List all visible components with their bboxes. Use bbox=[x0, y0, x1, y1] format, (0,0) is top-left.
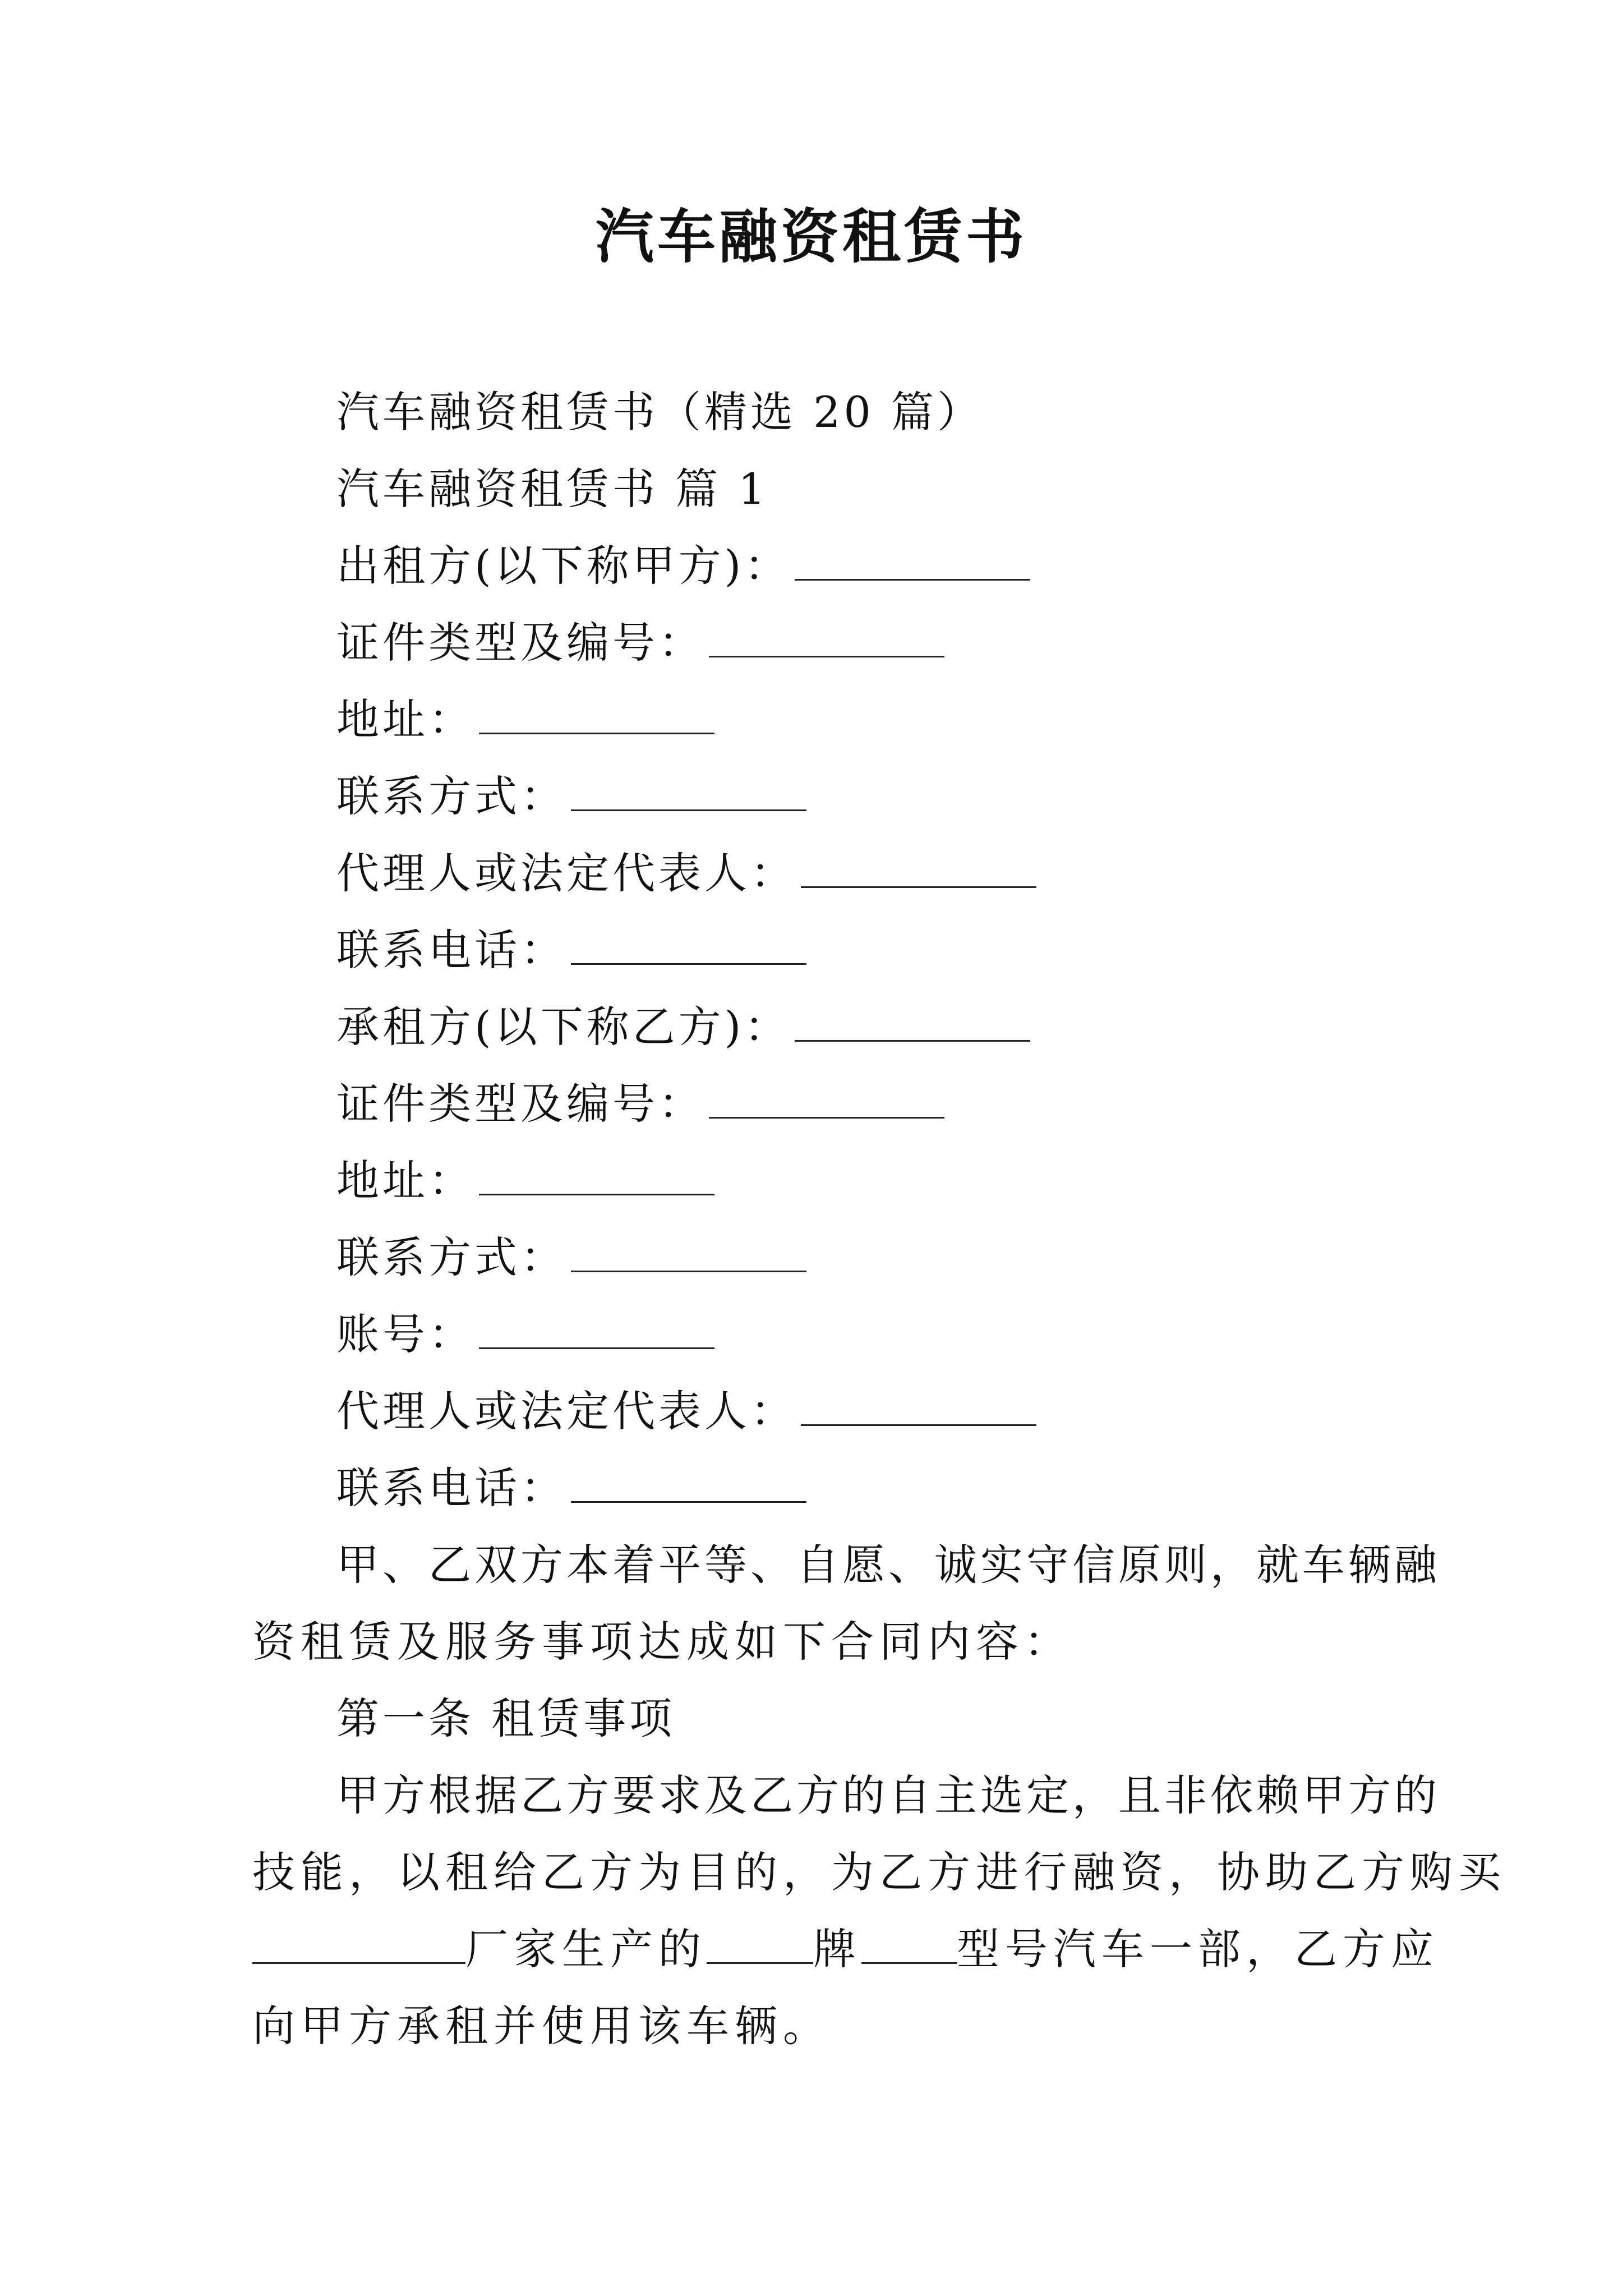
fill-blank bbox=[707, 1923, 813, 1964]
document-subtitle bbox=[336, 384, 983, 440]
article1-line2 bbox=[252, 1844, 1506, 1901]
field-lessee-account bbox=[336, 1306, 714, 1363]
field-label: 联系方式： bbox=[336, 771, 566, 821]
field-label: 地址： bbox=[336, 694, 474, 744]
paragraph-text: 甲方根据乙方要求及乙方的自主选定，且非依赖甲方的 bbox=[336, 1770, 1440, 1820]
intro-paragraph-line2 bbox=[252, 1614, 1072, 1670]
field-label: 承租方(以下称乙方)： bbox=[336, 1002, 791, 1052]
paragraph-text: 向甲方承租并使用该车辆。 bbox=[252, 2001, 831, 2051]
fill-blank bbox=[861, 1923, 957, 1964]
field-label: 出租方(以下称甲方)： bbox=[336, 541, 791, 591]
field-label: 联系电话： bbox=[336, 1463, 566, 1513]
field-label: 证件类型及编号： bbox=[336, 1079, 704, 1129]
article-heading-text: 第一条 租赁事项 bbox=[336, 1694, 676, 1743]
field-lessee-id bbox=[336, 1076, 944, 1132]
field-lessor-address bbox=[336, 692, 714, 748]
fill-blank bbox=[795, 1001, 1030, 1042]
field-lessor-contact bbox=[336, 769, 806, 825]
field-label: 联系电话： bbox=[336, 925, 566, 975]
article1-line1 bbox=[336, 1768, 1440, 1824]
field-label: 代理人或法定代表人： bbox=[336, 1386, 796, 1436]
subtitle-text: 汽车融资租赁书（精选 20 篇） bbox=[336, 387, 984, 437]
field-lessor-agent bbox=[336, 845, 1036, 901]
fill-blank bbox=[709, 616, 944, 657]
fill-blank bbox=[801, 1385, 1036, 1426]
fill-blank bbox=[571, 1231, 806, 1272]
article1-line4 bbox=[252, 1998, 831, 2054]
field-lessee-phone bbox=[336, 1460, 806, 1516]
field-label: 代理人或法定代表人： bbox=[336, 848, 796, 898]
field-label: 证件类型及编号： bbox=[336, 618, 704, 668]
section-heading-text: 汽车融资租赁书 篇 1 bbox=[336, 464, 769, 514]
field-lessee-agent bbox=[336, 1383, 1036, 1439]
section-heading bbox=[336, 461, 769, 517]
intro-paragraph-line1 bbox=[336, 1537, 1440, 1593]
field-lessor-phone bbox=[336, 922, 806, 978]
field-lessee-contact bbox=[336, 1230, 806, 1286]
field-lessor-id bbox=[336, 615, 944, 671]
fill-blank bbox=[571, 1462, 806, 1503]
paragraph-text: 资租赁及服务事项达成如下合同内容： bbox=[252, 1617, 1072, 1667]
fill-blank bbox=[479, 1308, 714, 1349]
paragraph-text: 型号汽车一部，乙方应 bbox=[957, 1924, 1439, 1974]
fill-blank bbox=[571, 770, 806, 811]
fill-blank bbox=[801, 847, 1036, 888]
document-title: 汽车融资租赁书 bbox=[595, 202, 1027, 271]
fill-blank bbox=[795, 540, 1030, 581]
fill-blank bbox=[479, 1154, 714, 1195]
fill-blank bbox=[479, 693, 714, 734]
field-lessee bbox=[336, 999, 1030, 1055]
paragraph-text: 甲、乙双方本着平等、自愿、诚实守信原则，就车辆融 bbox=[336, 1540, 1440, 1590]
field-label: 账号： bbox=[336, 1309, 474, 1359]
article1-line3 bbox=[252, 1921, 1439, 1977]
field-lessee-address bbox=[336, 1153, 714, 1209]
paragraph-text: 牌 bbox=[813, 1924, 861, 1974]
paragraph-text: 厂家生产的 bbox=[465, 1924, 707, 1974]
paragraph-text: 技能，以租给乙方为目的，为乙方进行融资，协助乙方购买 bbox=[252, 1847, 1506, 1897]
field-label: 地址： bbox=[336, 1156, 474, 1205]
fill-blank bbox=[571, 924, 806, 965]
field-lessor bbox=[336, 538, 1030, 594]
fill-blank bbox=[709, 1078, 944, 1119]
article1-heading bbox=[336, 1691, 675, 1747]
field-label: 联系方式： bbox=[336, 1232, 566, 1282]
fill-blank bbox=[252, 1923, 465, 1964]
